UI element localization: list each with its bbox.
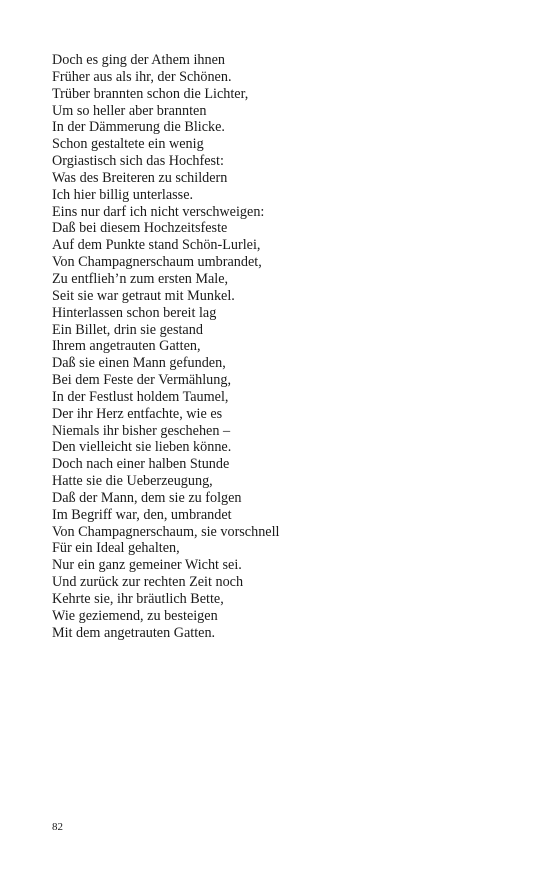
poem-line: Niemals ihr bisher geschehen –	[52, 422, 231, 439]
poem-line: Und zurück zur rechten Zeit noch	[52, 574, 244, 591]
poem-line: Ihrem angetrauten Gatten,	[52, 338, 201, 355]
poem-line: Daß bei diesem Hochzeitsfeste	[52, 220, 228, 237]
poem-line: Bei dem Feste der Vermählung,	[52, 372, 232, 389]
poem-line: Von Champagnerschaum umbrandet,	[52, 254, 262, 271]
poem-line: Ein Billet, drin sie gestand	[52, 321, 203, 338]
page-number: 82	[52, 821, 63, 833]
poem-line: Auf dem Punkte stand Schön-Lurlei,	[52, 237, 261, 254]
poem-line: Orgiastisch sich das Hochfest:	[52, 153, 224, 170]
poem-line: Den vielleicht sie lieben könne.	[52, 439, 232, 456]
poem-line: Der ihr Herz entfachte, wie es	[52, 405, 223, 422]
poem-line: In der Dämmerung die Blicke.	[52, 119, 225, 136]
poem-line: Trüber brannten schon die Lichter,	[52, 85, 249, 102]
poem-line: Hinterlassen schon bereit lag	[52, 304, 217, 321]
poem-line: Mit dem angetrauten Gatten.	[52, 624, 216, 641]
poem-line: Doch es ging der Athem ihnen	[52, 52, 225, 68]
poem-text	[52, 52, 512, 642]
poem-line: Nur ein ganz gemeiner Wicht sei.	[52, 557, 242, 574]
poem-line: Für ein Ideal gehalten,	[52, 540, 180, 557]
poem-line: In der Festlust holdem Taumel,	[52, 388, 229, 405]
poem-line: Seit sie war getraut mit Munkel.	[52, 287, 235, 304]
poem-line: Zu entflieh’n zum ersten Male,	[52, 270, 229, 287]
poem-line: Um so heller aber brannten	[52, 102, 207, 119]
poem-line: Von Champagnerschaum, sie vorschnell	[52, 523, 280, 540]
poem-line: Wie geziemend, zu besteigen	[52, 607, 218, 624]
poem-line: Früher aus als ihr, der Schönen.	[52, 68, 232, 85]
poem-line: Hatte sie die Ueberzeugung,	[52, 473, 213, 490]
poem-line: Schon gestaltete ein wenig	[52, 136, 204, 153]
poem-line: Kehrte sie, ihr bräutlich Bette,	[52, 591, 224, 607]
poem-line: Was des Breiteren zu schildern	[52, 169, 228, 186]
poem-line: Im Begriff war, den, umbrandet	[52, 506, 232, 523]
poem-line: Daß der Mann, dem sie zu folgen	[52, 489, 242, 506]
poem-line: Daß sie einen Mann gefunden,	[52, 355, 226, 372]
poem-line: Ich hier billig unterlasse.	[52, 186, 194, 203]
poem-line: Doch nach einer halben Stunde	[52, 456, 230, 473]
poem-line: Eins nur darf ich nicht verschweigen:	[52, 203, 265, 220]
